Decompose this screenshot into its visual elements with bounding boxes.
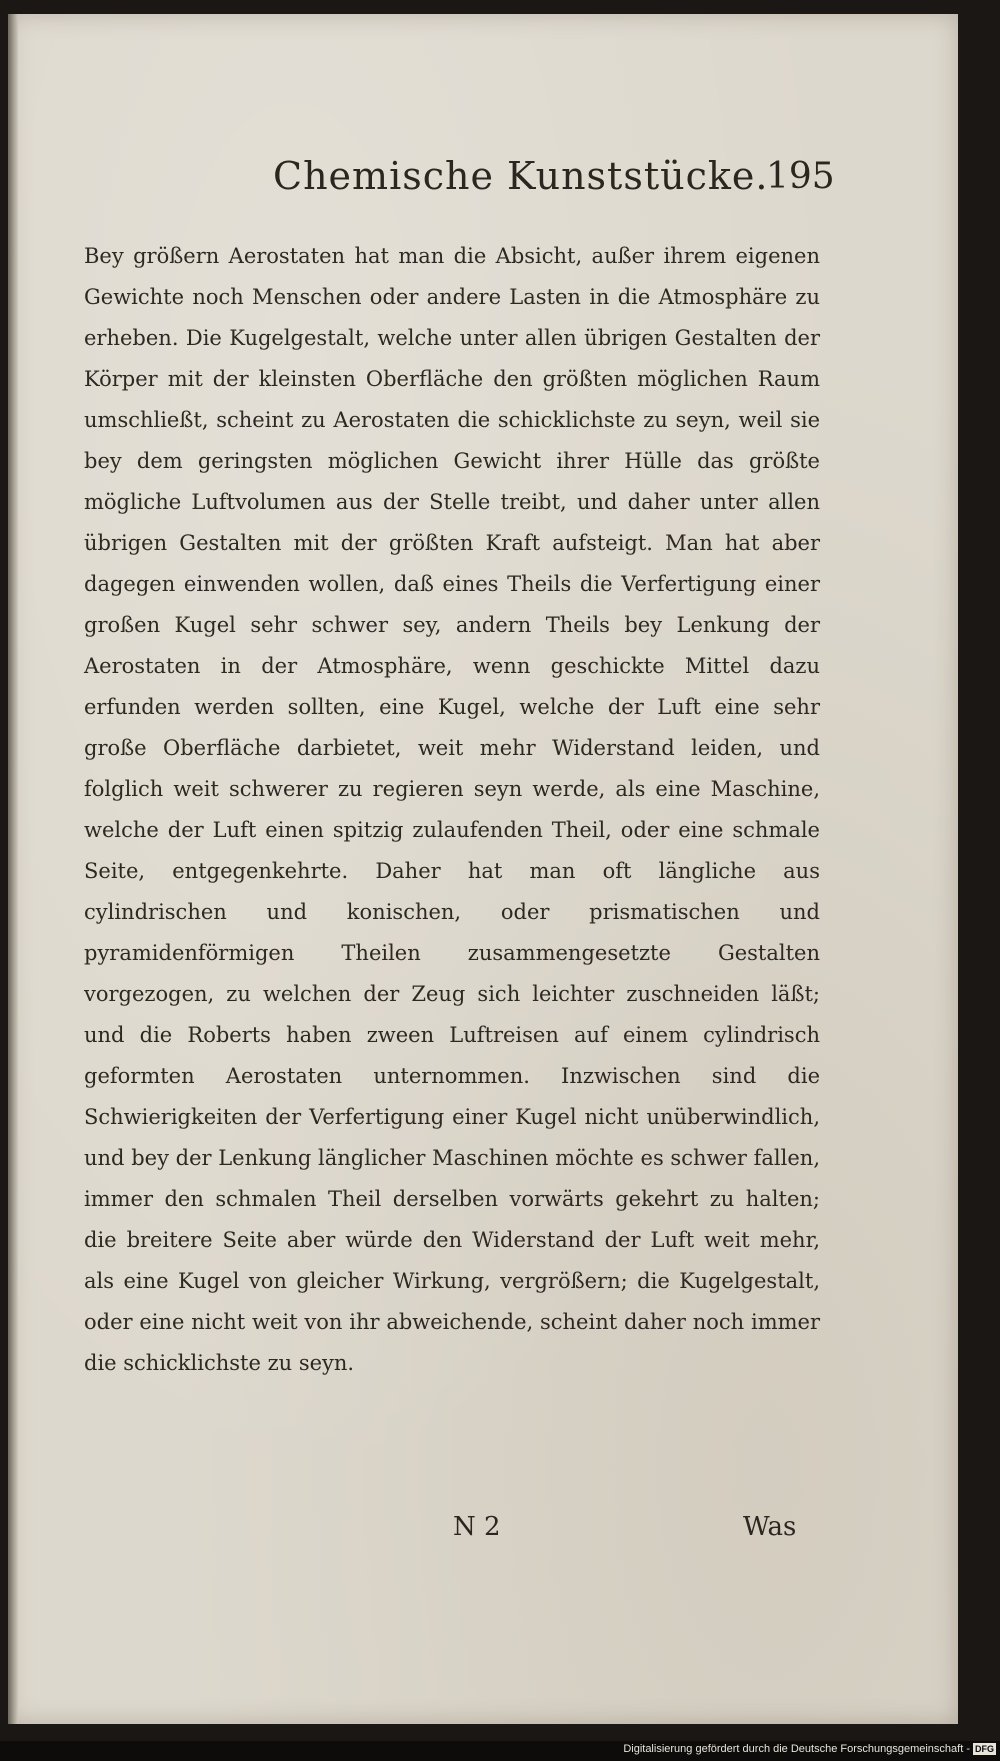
signature-mark: N 2	[453, 1512, 501, 1542]
catchword: Was	[743, 1512, 797, 1542]
dfg-logo-badge: DFG	[975, 1744, 994, 1754]
catchline	[8, 1512, 958, 1552]
page-number: 195	[766, 156, 835, 197]
body-paragraph: Bey größern Aerostaten hat man die Absicht, außer ihrem eigenen Gewichte noch Menschen oder andere Lasten in die Atmosphäre zu erheben. Die Kugelgestalt, welche unter allen übrigen Gestalten der Körper mit der kleinsten Oberfläche den größten möglichen Raum umschließt, scheint zu Aerostaten die schicklichste zu seyn, weil sie bey dem geringsten möglichen Gewicht ihrer Hülle das größte mögliche Luftvolumen aus der Stelle treibt, und daher unter allen übrigen Gestalten mit der größten Kraft aufsteigt. Man hat aber dagegen einwenden wollen, daß eines Theils die Verfertigung einer großen Kugel sehr schwer sey, andern Theils bey Lenkung der Aerostaten in der Atmosphäre, wenn geschickte Mittel dazu erfunden werden sollten, eine Kugel, welche der Luft eine sehr große Oberfläche darbietet, weit mehr Widerstand leiden, und folglich weit schwerer zu regieren seyn werde, als eine Maschine, welche der Luft einen spitzig zulaufenden Theil, oder eine schmale Seite, entgegenkehrte. Daher hat man oft längliche aus cylindrischen und konischen, oder prismatischen und pyramidenförmigen Theilen zusammengesetzte Gestalten vorgezogen, zu welchen der Zeug sich leichter zuschneiden läßt; und die Roberts haben zween Luftreisen auf einem cylindrisch geformten Aerostaten unternommen. Inzwischen sind die Schwierigkeiten der Verfertigung einer Kugel nicht unüberwindlich, und bey der Lenkung länglicher Maschinen möchte es schwer fallen, immer den schmalen Theil derselben vorwärts gekehrt zu halten; die breitere Seite aber würde den Widerstand der Luft weit mehr, als eine Kugel von gleicher Wirkung, vergrößern; die Kugelgestalt, oder eine nicht weit von ihr abweichende, scheint daher noch immer die schicklichste zu seyn.	[84, 244, 820, 1375]
scan-footer-bar	[0, 1741, 1000, 1761]
page-gutter	[8, 14, 18, 1724]
running-head	[8, 154, 958, 214]
scan-notice-text: Digitalisierung gefördert durch die Deutsche Forschungsgemeinschaft -	[623, 1743, 970, 1755]
book-page	[8, 14, 958, 1724]
running-head-title: Chemische Kunststücke.	[273, 154, 769, 198]
scan-notice	[623, 1743, 996, 1755]
